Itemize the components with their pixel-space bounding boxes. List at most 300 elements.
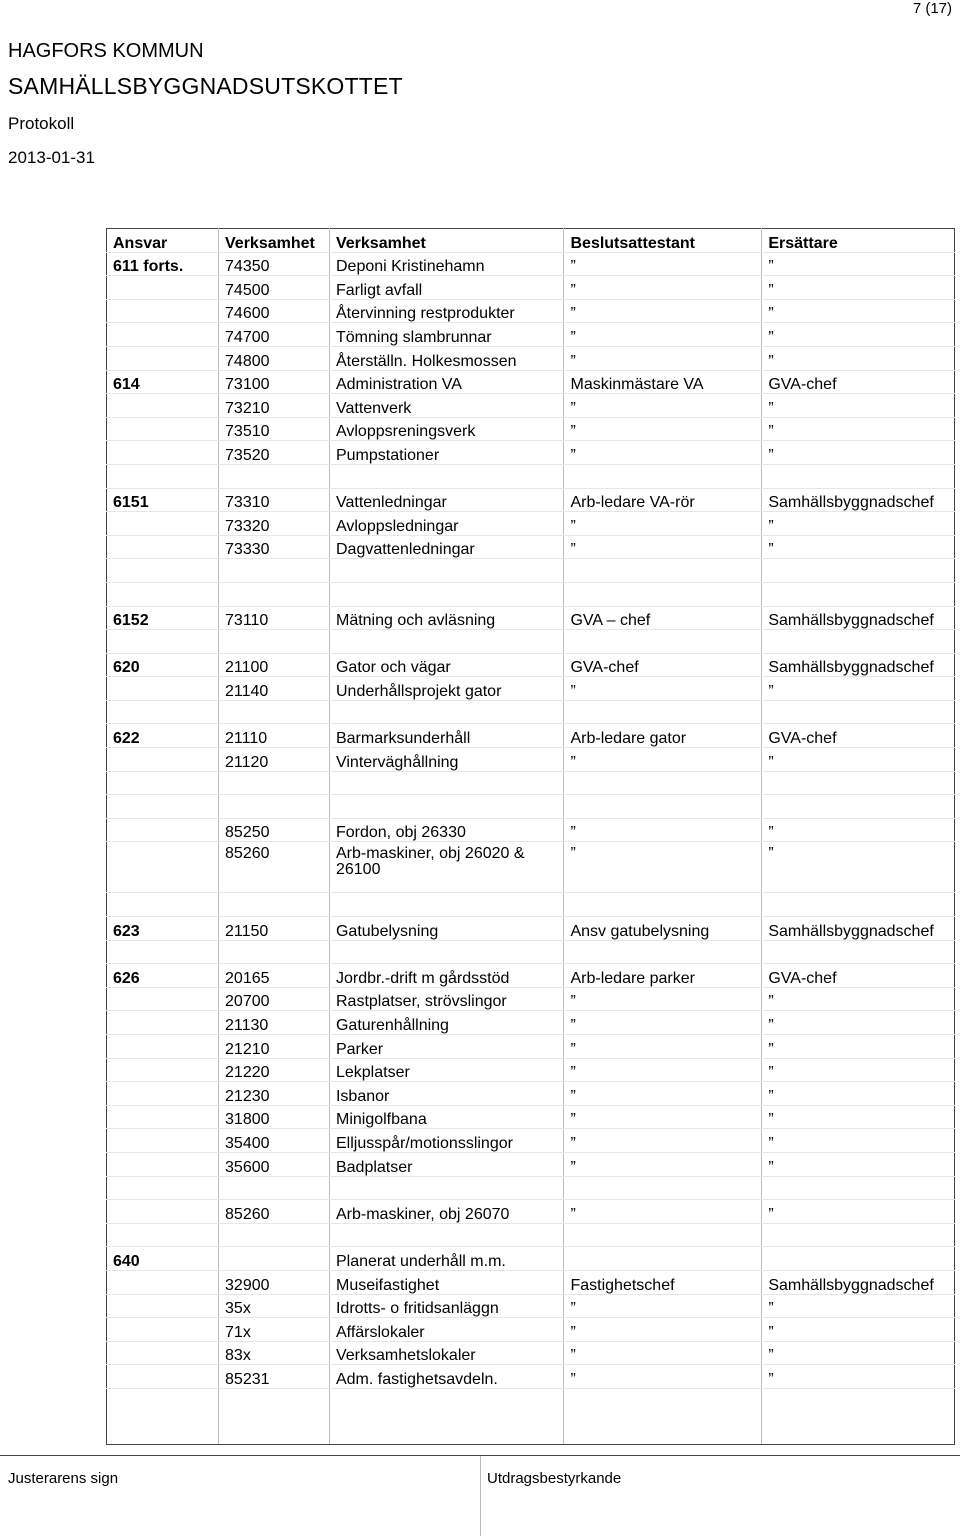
table-cell xyxy=(329,559,564,583)
table-cell: ” xyxy=(564,1058,762,1082)
table-cell: Mätning och avläsning xyxy=(329,606,564,630)
table-row xyxy=(107,724,955,748)
signature-footer xyxy=(0,1455,960,1536)
table-cell: ” xyxy=(762,535,955,559)
table-cell: Jordbr.-drift m gårdsstöd xyxy=(329,964,564,988)
table-cell xyxy=(564,795,762,819)
table-row xyxy=(107,1388,955,1444)
table-cell xyxy=(107,1058,219,1082)
table-cell: Samhällsbyggnadschef xyxy=(762,606,955,630)
table-cell: Dagvattenledningar xyxy=(329,535,564,559)
table-cell xyxy=(107,535,219,559)
table-cell: Vattenledningar xyxy=(329,488,564,512)
table-row xyxy=(107,441,955,465)
column-header: Verksamhet xyxy=(329,229,564,253)
table-row xyxy=(107,417,955,441)
table-cell: 21100 xyxy=(219,653,330,677)
table-cell: 73100 xyxy=(219,370,330,394)
table-row xyxy=(107,1176,955,1200)
table-cell: ” xyxy=(564,1082,762,1106)
table-row xyxy=(107,818,955,842)
table-row xyxy=(107,842,955,893)
table-cell: ” xyxy=(762,323,955,347)
table-cell xyxy=(107,1365,219,1389)
table-cell xyxy=(329,630,564,654)
table-row xyxy=(107,252,955,276)
table-row xyxy=(107,559,955,583)
table-cell xyxy=(219,630,330,654)
table-cell: Vattenverk xyxy=(329,394,564,418)
table-cell xyxy=(219,1247,330,1271)
table-cell: Samhällsbyggnadschef xyxy=(762,917,955,941)
table-cell: 21210 xyxy=(219,1035,330,1059)
table-cell xyxy=(107,1035,219,1059)
table-cell xyxy=(219,1388,330,1444)
table-row xyxy=(107,748,955,772)
table-cell xyxy=(107,299,219,323)
table-cell: 21110 xyxy=(219,724,330,748)
table-cell: ” xyxy=(564,1035,762,1059)
table-cell: 83x xyxy=(219,1341,330,1365)
table-cell xyxy=(219,795,330,819)
table-cell xyxy=(219,464,330,488)
table-cell: 35x xyxy=(219,1294,330,1318)
table-cell: ” xyxy=(564,748,762,772)
table-cell: 85231 xyxy=(219,1365,330,1389)
table-cell: Adm. fastighetsavdeln. xyxy=(329,1365,564,1389)
table-cell: GVA-chef xyxy=(762,370,955,394)
table-cell: GVA-chef xyxy=(762,724,955,748)
table-cell xyxy=(329,582,564,606)
table-cell xyxy=(219,559,330,583)
table-cell xyxy=(107,512,219,536)
table-cell: ” xyxy=(564,818,762,842)
table-cell: Gator och vägar xyxy=(329,653,564,677)
table-cell xyxy=(329,464,564,488)
table-cell: Farligt avfall xyxy=(329,276,564,300)
table-cell: Arb-ledare gator xyxy=(564,724,762,748)
table-cell xyxy=(219,582,330,606)
table-cell: Återvinning restprodukter xyxy=(329,299,564,323)
table-cell: Verksamhetslokaler xyxy=(329,1341,564,1365)
table-cell xyxy=(107,940,219,964)
table-cell: ” xyxy=(564,1200,762,1224)
table-row xyxy=(107,512,955,536)
column-header: Beslutsattestant xyxy=(564,229,762,253)
table-cell: 73320 xyxy=(219,512,330,536)
justerare-sign-label: Justerarens sign xyxy=(8,1470,119,1487)
table-cell xyxy=(762,582,955,606)
table-cell xyxy=(107,1200,219,1224)
table-cell: Idrotts- o fritidsanläggn xyxy=(329,1294,564,1318)
table-cell: ” xyxy=(762,1058,955,1082)
table-cell xyxy=(219,940,330,964)
table-cell xyxy=(107,394,219,418)
table-cell xyxy=(107,1294,219,1318)
table-cell: ” xyxy=(762,1105,955,1129)
table-cell xyxy=(762,940,955,964)
table-row xyxy=(107,987,955,1011)
table-cell: ” xyxy=(762,1365,955,1389)
table-cell: Gaturenhållning xyxy=(329,1011,564,1035)
table-cell: Arb-maskiner, obj 26020 & 26100 xyxy=(329,842,564,893)
table-cell xyxy=(762,1176,955,1200)
table-cell: 6151 xyxy=(107,488,219,512)
table-row xyxy=(107,1035,955,1059)
table-cell xyxy=(107,893,219,917)
table-cell: ” xyxy=(762,987,955,1011)
table-cell: ” xyxy=(564,1129,762,1153)
table-cell: Minigolfbana xyxy=(329,1105,564,1129)
table-cell: ” xyxy=(564,1105,762,1129)
table-cell: 21130 xyxy=(219,1011,330,1035)
document-type: Protokoll xyxy=(8,114,75,133)
table-cell: ” xyxy=(762,512,955,536)
table-cell: ” xyxy=(564,299,762,323)
table-cell: Lekplatser xyxy=(329,1058,564,1082)
table-cell: ” xyxy=(762,818,955,842)
table-row xyxy=(107,700,955,724)
table-row xyxy=(107,1082,955,1106)
table-cell: Maskinmästare VA xyxy=(564,370,762,394)
table-cell: 6152 xyxy=(107,606,219,630)
table-cell: 73310 xyxy=(219,488,330,512)
table-cell: ” xyxy=(564,1365,762,1389)
table-cell: Affärslokaler xyxy=(329,1318,564,1342)
table-row xyxy=(107,1011,955,1035)
table-cell: ” xyxy=(762,1082,955,1106)
table-cell: Parker xyxy=(329,1035,564,1059)
table-cell: Gatubelysning xyxy=(329,917,564,941)
table-row xyxy=(107,582,955,606)
table-cell: 85260 xyxy=(219,842,330,893)
table-row xyxy=(107,370,955,394)
table-cell: Elljusspår/motionsslingor xyxy=(329,1129,564,1153)
table-cell: 74800 xyxy=(219,346,330,370)
table-row xyxy=(107,1294,955,1318)
table-cell xyxy=(564,630,762,654)
table-cell xyxy=(329,1388,564,1444)
table-row xyxy=(107,1365,955,1389)
table-row xyxy=(107,917,955,941)
table-cell: ” xyxy=(564,276,762,300)
table-cell: Arb-ledare VA-rör xyxy=(564,488,762,512)
table-cell: Avloppsledningar xyxy=(329,512,564,536)
table-row xyxy=(107,893,955,917)
table-cell: 21120 xyxy=(219,748,330,772)
table-cell: Arb-ledare parker xyxy=(564,964,762,988)
table-cell: Administration VA xyxy=(329,370,564,394)
table-row xyxy=(107,1129,955,1153)
table-row xyxy=(107,346,955,370)
table-cell: ” xyxy=(564,346,762,370)
table-cell xyxy=(107,1341,219,1365)
table-cell xyxy=(107,346,219,370)
table-cell: ” xyxy=(762,677,955,701)
table-row xyxy=(107,1058,955,1082)
table-cell: ” xyxy=(564,1152,762,1176)
table-cell xyxy=(564,1247,762,1271)
table-cell: 85260 xyxy=(219,1200,330,1224)
table-cell xyxy=(107,1129,219,1153)
table-cell: ” xyxy=(564,512,762,536)
table-cell: ” xyxy=(762,252,955,276)
table-row xyxy=(107,677,955,701)
table-cell xyxy=(107,748,219,772)
table-cell: Rastplatser, strövslingor xyxy=(329,987,564,1011)
table-cell: 626 xyxy=(107,964,219,988)
table-row xyxy=(107,630,955,654)
table-row xyxy=(107,299,955,323)
table-row xyxy=(107,1223,955,1247)
table-cell xyxy=(564,1388,762,1444)
table-cell: GVA-chef xyxy=(564,653,762,677)
table-cell: 640 xyxy=(107,1247,219,1271)
table-row xyxy=(107,964,955,988)
table-cell: ” xyxy=(564,535,762,559)
table-cell: 614 xyxy=(107,370,219,394)
table-cell: ” xyxy=(762,1035,955,1059)
table-cell xyxy=(329,700,564,724)
table-cell: 73520 xyxy=(219,441,330,465)
table-cell: ” xyxy=(762,299,955,323)
table-row xyxy=(107,535,955,559)
table-cell: 32900 xyxy=(219,1270,330,1294)
table-cell xyxy=(762,893,955,917)
table-cell xyxy=(107,1152,219,1176)
table-cell xyxy=(564,582,762,606)
table-cell xyxy=(219,1176,330,1200)
table-cell: 73210 xyxy=(219,394,330,418)
table-cell: ” xyxy=(762,346,955,370)
table-cell: Underhållsprojekt gator xyxy=(329,677,564,701)
signature-box-left xyxy=(0,1456,481,1536)
table-cell: 21150 xyxy=(219,917,330,941)
table-cell xyxy=(219,700,330,724)
table-cell: 620 xyxy=(107,653,219,677)
table-cell xyxy=(107,1011,219,1035)
table-cell: 85250 xyxy=(219,818,330,842)
table-cell: ” xyxy=(564,417,762,441)
table-cell xyxy=(107,441,219,465)
table-cell xyxy=(107,818,219,842)
table-cell xyxy=(107,1388,219,1444)
table-cell: Museifastighet xyxy=(329,1270,564,1294)
table-cell xyxy=(564,940,762,964)
table-cell: ” xyxy=(564,252,762,276)
table-cell xyxy=(762,1223,955,1247)
table-row xyxy=(107,1270,955,1294)
table-cell: Samhällsbyggnadschef xyxy=(762,1270,955,1294)
table-cell xyxy=(107,276,219,300)
column-header: Verksamhet xyxy=(219,229,330,253)
table-row xyxy=(107,940,955,964)
table-cell xyxy=(107,987,219,1011)
table-cell xyxy=(107,700,219,724)
table-cell xyxy=(219,1223,330,1247)
table-cell: ” xyxy=(762,1152,955,1176)
table-header-row xyxy=(107,229,955,253)
table-cell: ” xyxy=(564,1318,762,1342)
table-cell: ” xyxy=(762,1129,955,1153)
table-cell: Ansv gatubelysning xyxy=(564,917,762,941)
column-header: Ansvar xyxy=(107,229,219,253)
table-cell: 31800 xyxy=(219,1105,330,1129)
table-cell xyxy=(107,795,219,819)
table-cell xyxy=(107,771,219,795)
table-cell: 35600 xyxy=(219,1152,330,1176)
table-cell xyxy=(107,417,219,441)
table-cell: ” xyxy=(564,1011,762,1035)
column-header: Ersättare xyxy=(762,229,955,253)
table-row xyxy=(107,1105,955,1129)
table-cell: 21230 xyxy=(219,1082,330,1106)
table-cell xyxy=(107,323,219,347)
organization-name: HAGFORS KOMMUN xyxy=(8,40,204,62)
table-cell: 74700 xyxy=(219,323,330,347)
table-cell: ” xyxy=(564,1294,762,1318)
table-cell: 74500 xyxy=(219,276,330,300)
table-cell: GVA – chef xyxy=(564,606,762,630)
table-cell: ” xyxy=(762,1341,955,1365)
table-body xyxy=(107,229,955,1445)
table-cell xyxy=(329,1176,564,1200)
table-cell xyxy=(564,700,762,724)
table-cell: ” xyxy=(762,394,955,418)
table-cell: Vinterväghållning xyxy=(329,748,564,772)
table-cell: 74350 xyxy=(219,252,330,276)
table-cell: GVA-chef xyxy=(762,964,955,988)
attestation-table xyxy=(106,228,955,1445)
table-cell: 20700 xyxy=(219,987,330,1011)
table-cell xyxy=(107,842,219,893)
table-row xyxy=(107,795,955,819)
table-cell: ” xyxy=(762,1011,955,1035)
table-row xyxy=(107,1318,955,1342)
table-cell xyxy=(564,1223,762,1247)
table-cell: ” xyxy=(564,394,762,418)
table-cell: 21140 xyxy=(219,677,330,701)
table-cell: ” xyxy=(564,323,762,347)
table-cell: Avloppsreningsverk xyxy=(329,417,564,441)
table-cell xyxy=(762,630,955,654)
table-cell: 71x xyxy=(219,1318,330,1342)
table-row xyxy=(107,488,955,512)
table-cell: Återställn. Holkesmossen xyxy=(329,346,564,370)
table-cell: Isbanor xyxy=(329,1082,564,1106)
table-cell xyxy=(329,1223,564,1247)
table-row xyxy=(107,1200,955,1224)
table-cell: Fordon, obj 26330 xyxy=(329,818,564,842)
table-cell xyxy=(762,464,955,488)
table-cell xyxy=(107,559,219,583)
table-cell: ” xyxy=(564,1341,762,1365)
table-cell xyxy=(107,1176,219,1200)
table-cell xyxy=(564,1176,762,1200)
table-cell: ” xyxy=(762,748,955,772)
table-row xyxy=(107,606,955,630)
table-cell: Barmarksunderhåll xyxy=(329,724,564,748)
table-cell xyxy=(107,1105,219,1129)
table-cell: 74600 xyxy=(219,299,330,323)
table-cell xyxy=(107,630,219,654)
table-cell: Samhällsbyggnadschef xyxy=(762,653,955,677)
meeting-date: 2013-01-31 xyxy=(8,148,95,167)
table-cell: ” xyxy=(762,276,955,300)
table-cell xyxy=(107,1318,219,1342)
table-cell xyxy=(107,677,219,701)
table-cell xyxy=(219,771,330,795)
table-cell xyxy=(107,464,219,488)
committee-name: SAMHÄLLSBYGGNADSUTSKOTTET xyxy=(8,73,403,99)
table-cell xyxy=(564,559,762,583)
table-cell: Fastighetschef xyxy=(564,1270,762,1294)
table-cell: ” xyxy=(564,987,762,1011)
table-cell xyxy=(762,1388,955,1444)
table-cell xyxy=(564,893,762,917)
utdragsbestyrkande-label: Utdragsbestyrkande xyxy=(487,1470,622,1487)
table-cell: ” xyxy=(762,842,955,893)
table-cell xyxy=(107,582,219,606)
table-cell xyxy=(329,893,564,917)
table-cell xyxy=(762,795,955,819)
table-cell: ” xyxy=(762,441,955,465)
table-cell: 73330 xyxy=(219,535,330,559)
table-cell: Planerat underhåll m.m. xyxy=(329,1247,564,1271)
table-cell xyxy=(107,1223,219,1247)
table-cell: ” xyxy=(564,441,762,465)
table-row xyxy=(107,771,955,795)
table-cell: Samhällsbyggnadschef xyxy=(762,488,955,512)
table-cell: ” xyxy=(762,1200,955,1224)
table-cell: ” xyxy=(762,417,955,441)
table-cell: Arb-maskiner, obj 26070 xyxy=(329,1200,564,1224)
table-row xyxy=(107,276,955,300)
table-cell xyxy=(762,1247,955,1271)
table-cell xyxy=(107,1082,219,1106)
table-cell: 73510 xyxy=(219,417,330,441)
table-cell: ” xyxy=(762,1318,955,1342)
table-row xyxy=(107,1341,955,1365)
table-cell: 611 forts. xyxy=(107,252,219,276)
table-cell: Badplatser xyxy=(329,1152,564,1176)
table-row xyxy=(107,653,955,677)
table-cell xyxy=(762,559,955,583)
table-cell: 623 xyxy=(107,917,219,941)
table-cell: 21220 xyxy=(219,1058,330,1082)
table-cell xyxy=(329,795,564,819)
table-cell xyxy=(329,771,564,795)
table-cell: ” xyxy=(762,1294,955,1318)
table-row xyxy=(107,1247,955,1271)
table-cell xyxy=(762,771,955,795)
table-cell xyxy=(564,464,762,488)
table-cell xyxy=(329,940,564,964)
table-row xyxy=(107,394,955,418)
page-number: 7 (17) xyxy=(912,0,952,17)
table-cell: 35400 xyxy=(219,1129,330,1153)
table-cell xyxy=(762,700,955,724)
table-cell: ” xyxy=(564,842,762,893)
table-row xyxy=(107,1152,955,1176)
table-cell xyxy=(564,771,762,795)
table-cell: ” xyxy=(564,677,762,701)
table-cell xyxy=(107,1270,219,1294)
table-cell: 622 xyxy=(107,724,219,748)
table-cell xyxy=(219,893,330,917)
table-row xyxy=(107,464,955,488)
table-row xyxy=(107,323,955,347)
